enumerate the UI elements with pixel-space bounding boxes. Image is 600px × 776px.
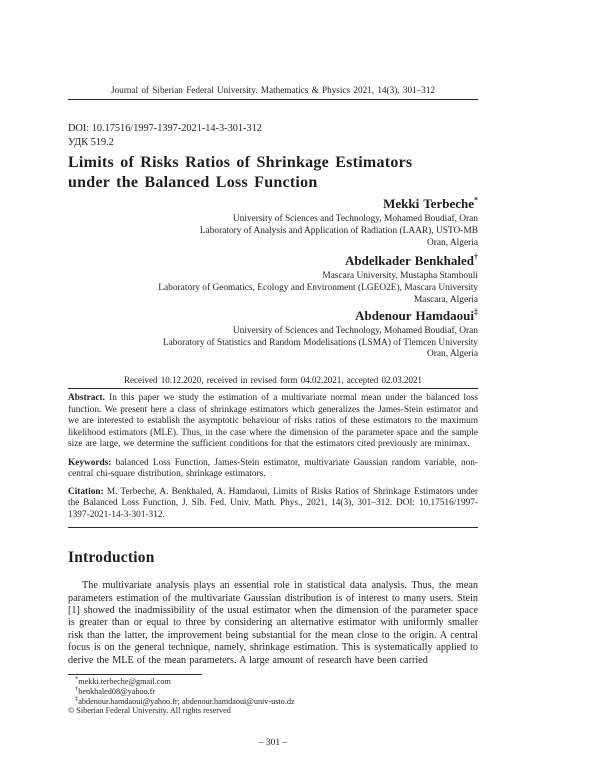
affiliation-line: Laboratory of Analysis and Application of Radiation (LAAR), USTO-MB	[199, 225, 478, 236]
author-affiliations	[68, 326, 478, 361]
author-footnote-marker: †	[474, 253, 478, 263]
author-name-text: Abdelkader Benkhaled	[345, 253, 474, 269]
copyright-symbol: ©	[68, 706, 75, 716]
divider-rule-top	[68, 388, 478, 389]
author-footnote-marker: ‡	[474, 307, 478, 317]
footnote-email-benkhaled	[68, 687, 478, 697]
divider-rule-bottom	[68, 527, 478, 528]
doi-line: DOI: 10.17516/1997-1397-2021-14-3-301-312	[68, 123, 262, 134]
author-affiliations	[68, 271, 478, 306]
udk-line: УДК 519.2	[68, 137, 114, 148]
keywords-label: Keywords:	[68, 457, 112, 468]
footnote-email-hamdaoui	[68, 694, 478, 707]
author-benkhaled	[68, 254, 478, 306]
footnote-email-terbeche	[68, 677, 478, 687]
author-name-text: Mekki Terbeche	[383, 196, 474, 211]
article-meta	[68, 122, 478, 150]
affiliation-line: Oran, Algeria	[426, 237, 478, 248]
page-content	[68, 85, 478, 716]
copyright-line	[68, 706, 478, 716]
footnote-text: mekki.terbeche@gmail.com	[78, 677, 171, 687]
journal-running-head: Journal of Siberian Federal University. Mathematics & Physics 2021, 14(3), 301–312	[68, 85, 478, 100]
abstract-label: Abstract.	[68, 393, 105, 404]
affiliation-line: University of Sciences and Technology, Mohamed Boudiaf, Oran	[232, 325, 478, 336]
author-terbeche	[68, 197, 478, 249]
abstract-paragraph	[68, 393, 478, 451]
author-name	[68, 254, 478, 267]
citation-label: Citation:	[68, 486, 104, 497]
author-name-text: Abdenour Hamdaoui	[355, 307, 474, 323]
affiliation-line: University of Sciences and Technology, Mohamed Boudiaf, Oran	[232, 214, 478, 224]
keywords-paragraph	[68, 458, 478, 481]
footnote-marker: *	[75, 675, 79, 683]
introduction-paragraph: The multivariate analysis plays an essential role in statistical data analysis. Thus, the mean parameters estimation of the multivariate Gaussian distribution is of interest to many users. Stein [1] showed the inadmissibility of the usual estimator when the dimension of the parameter space is greater than or equal to three by considering an alternative estimator with uniformly smaller risk than the latter, the improvement being substantial for the mean close to the origin. A central focus is on the general technique, namely, shrinkage estimation. This is systematically applied to derive the MLE of the mean parameters. A large amount of research have been carried	[68, 580, 478, 666]
authors-block	[68, 197, 478, 361]
footnote-marker: †	[75, 685, 79, 693]
received-dates-line: Received 10.12.2020, received in revised form 04.02.2021, accepted 02.03.2021	[124, 375, 422, 386]
footnote-text: abdenour.hamdaoui@yahoo.fr; abdenour.hamdaoui@univ-usto.dz	[78, 696, 295, 706]
author-affiliations	[68, 214, 478, 249]
citation-paragraph	[68, 487, 478, 522]
paper-title-line-2: under the Balanced Loss Function	[68, 174, 318, 191]
footnotes-block	[68, 674, 478, 716]
introduction-heading: Introduction	[68, 549, 155, 567]
paper-title-line-1: Limits of Risks Ratios of Shrinkage Estimators	[68, 154, 413, 171]
copyright-text: Siberian Federal University. All rights reserved	[76, 706, 231, 716]
author-footnote-marker: *	[474, 195, 478, 205]
author-name	[68, 309, 478, 322]
keywords-text: balanced Loss Function, James-Stein estimator, multivariate Gaussian random variable, non-central chi-square distribution, shrinkage estimators.	[68, 457, 478, 480]
footnote-separator-rule	[68, 674, 202, 675]
affiliation-line: Mascara, Algeria	[413, 294, 478, 305]
citation-text: M. Terbeche, A. Benkhaled, A. Hamdaoui, Limits of Risks Ratios of Shrinkage Estimators under the Balanced Loss Function, J. Sib. Fed. Univ. Math. Phys., 2021, 14(3), 301–312. DOI: 10.17516/1997-1397-2021-14-3-301-312.	[68, 486, 478, 520]
author-name	[68, 197, 478, 210]
affiliation-line: Oran, Algeria	[426, 349, 478, 360]
author-hamdaoui	[68, 309, 478, 361]
affiliation-line: Laboratory of Statistics and Random Modelisations (LSMA) of Tlemcen University	[162, 337, 478, 348]
affiliation-line: Mascara University, Mustapha Stambouli	[322, 271, 478, 282]
abstract-text: In this paper we study the estimation of a multivariate normal mean under the balanced loss function. We present here a class of shrinkage estimators which generalizes the James-Stein estimator and we are interested to establish the asymptotic behaviour of risks ratios of these estimators to the maximum likelihood estimators (MLE). Thus, in the case where the dimension of the parameter space and the sample size are large, we determine the sufficient conditions for that the estimators cited previously are minimax.	[68, 393, 478, 450]
page-number: – 301 –	[258, 738, 288, 748]
paper-title	[68, 153, 478, 193]
affiliation-line: Laboratory of Geomatics, Ecology and Environment (LGEO2E), Mascara University	[158, 283, 478, 294]
footnote-text: benkhaled08@yahoo.fr	[78, 686, 156, 696]
footnote-marker: ‡	[75, 694, 79, 702]
